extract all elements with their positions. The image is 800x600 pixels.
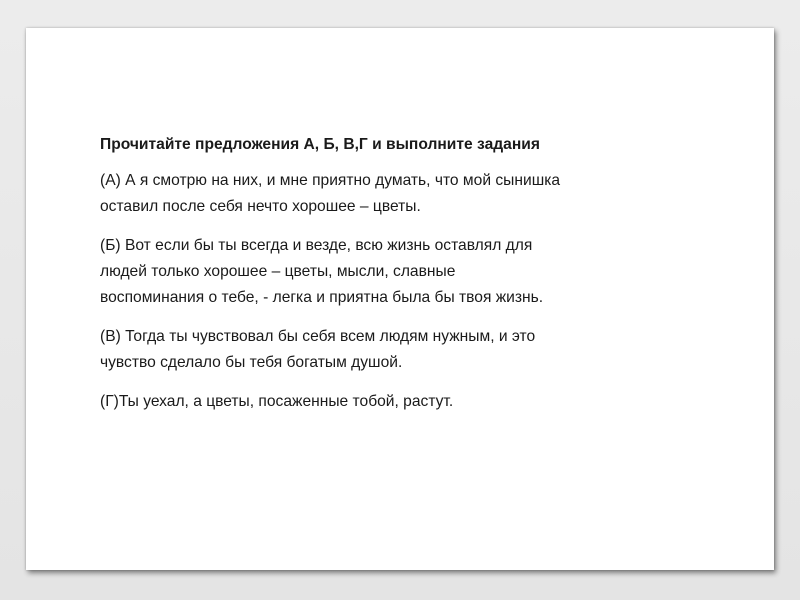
- sentence-line: воспоминания о тебе, - легка и приятна была бы твоя жизнь.: [100, 289, 544, 306]
- slide: [26, 28, 774, 570]
- sentence-line: чувство сделало бы тебя богатым душой.: [100, 354, 403, 371]
- sentence-line: (В) Тогда ты чувствовал бы себя всем людям нужным, и это: [100, 328, 536, 345]
- sentence-line: оставил после себя нечто хорошее – цветы.: [100, 198, 421, 215]
- sentence-v: [100, 324, 700, 376]
- sentence-b: [100, 233, 700, 311]
- slide-title: Прочитайте предложения А, Б, В,Г и выполните задания: [100, 136, 540, 153]
- sentence-g: [100, 389, 700, 415]
- sentence-line: (Г)Ты уехал, а цветы, посаженные тобой, растут.: [100, 393, 454, 410]
- sentence-line: (Б) Вот если бы ты всегда и везде, всю жизнь оставлял для: [100, 237, 533, 254]
- sentence-a: [100, 168, 700, 220]
- sentence-line: людей только хорошее – цветы, мысли, славные: [100, 263, 456, 280]
- sentence-line: (А) А я смотрю на них, и мне приятно думать, что мой сынишка: [100, 172, 561, 189]
- slide-content: [100, 132, 700, 428]
